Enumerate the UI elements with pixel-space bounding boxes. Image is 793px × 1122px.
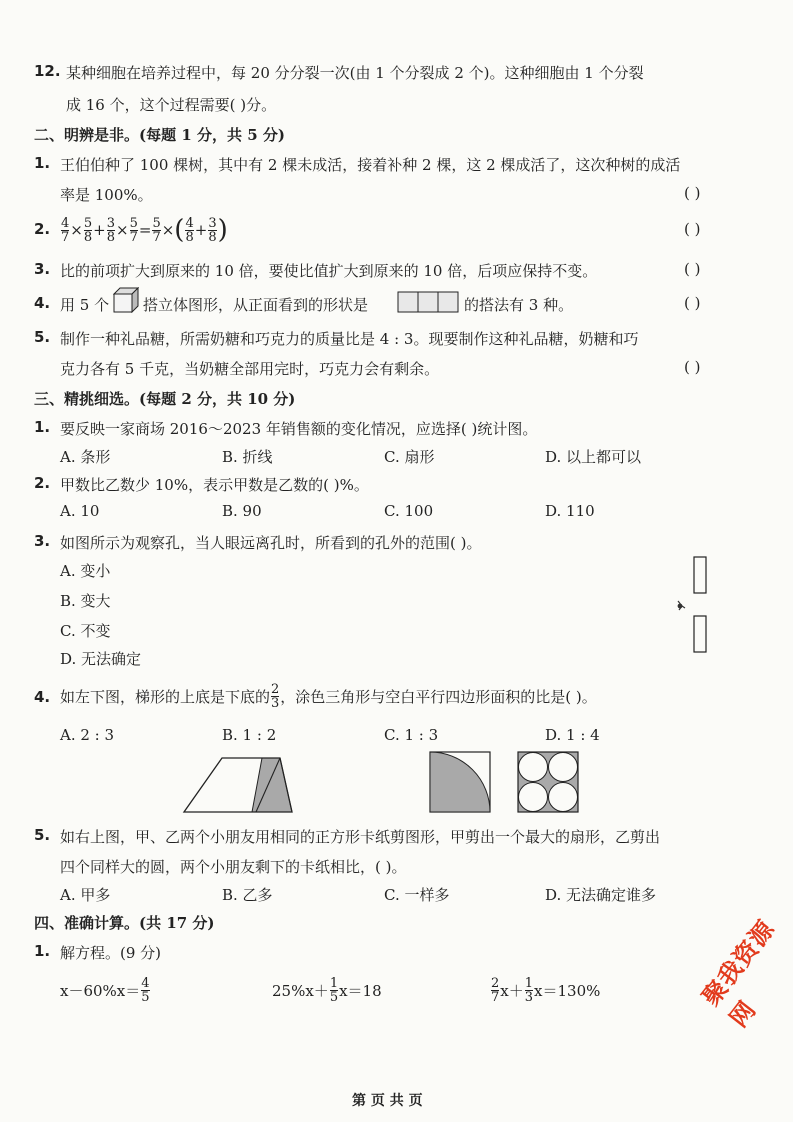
answer-paren[interactable]: ( ) xyxy=(684,260,701,278)
watermark: 聚我资源网 xyxy=(696,914,781,1033)
question-number: 4. xyxy=(34,294,51,312)
fraction: $\frac{1}{3}$ xyxy=(524,975,534,1005)
question-number: 1. xyxy=(34,418,51,436)
option[interactable]: A. 条形 xyxy=(60,448,111,466)
option[interactable]: A. 变小 xyxy=(60,562,111,580)
option[interactable]: D. 无法确定 xyxy=(60,650,142,668)
front-view-shape xyxy=(397,291,459,313)
question-number: 1. xyxy=(34,154,51,172)
question-text: 四个同样大的圆，两个小朋友剩下的卡纸相比，( )。 xyxy=(60,858,407,876)
option[interactable]: A. 10 xyxy=(60,502,100,520)
question-text: 成 16 个，这个过程需要( )分。 xyxy=(66,96,277,114)
option[interactable]: D. 110 xyxy=(545,502,595,520)
page-footer: 第 页 共 页 xyxy=(352,1093,423,1109)
question-text: 克力各有 5 千克，当奶糖全部用完时，巧克力会有剩余。 xyxy=(60,360,440,378)
question-text: 王伯伯种了 100 棵树，其中有 2 棵未成活，接着补种 2 棵，这 2 棵成活了，这次种树的成活 xyxy=(60,156,681,174)
option[interactable]: C. 不变 xyxy=(60,622,111,640)
question-text: 如图所示为观察孔，当人眼远离孔时，所看到的孔外的范围( )。 xyxy=(60,534,482,552)
fraction-expression: $\frac{4}{7}$ × $\frac{5}{8}$ + $\frac{3}{8}$ × $\frac{5}{7}$ = $\frac{5}{7}$ × ( $\frac{4}{8}$ + $\frac{3}{8}$ ) xyxy=(61,215,228,245)
fraction: $\frac{2}{3}$ xyxy=(271,681,280,711)
answer-paren[interactable]: ( ) xyxy=(684,294,701,312)
question-text: 如左下图，梯形的上底是下底的 $\frac{2}{3}$ ，涂色三角形与空白平行四边形面积的比是( )。 xyxy=(60,681,597,711)
square-circles-diagram xyxy=(516,750,580,814)
option[interactable]: A. 甲多 xyxy=(60,886,111,904)
question-text: 某种细胞在培养过程中，每 20 分分裂一次(由 1 个分裂成 2 个)。这种细胞由 1 个分裂 xyxy=(66,64,644,82)
section-title: 四、准确计算。(共 17 分) xyxy=(34,914,215,932)
option[interactable]: B. 变大 xyxy=(60,592,111,610)
square-sector-diagram xyxy=(428,750,492,814)
option[interactable]: B. 折线 xyxy=(222,448,273,466)
question-text: 比的前项扩大到原来的 10 倍，要使比值扩大到原来的 10 倍，后项应保持不变。 xyxy=(60,262,598,280)
fraction: $\frac{3}{8}$ xyxy=(208,215,217,245)
question-number: 2. xyxy=(34,474,51,492)
question-text: 率是 100%。 xyxy=(60,186,153,204)
option[interactable]: A. 2 : 3 xyxy=(60,726,115,744)
fraction: $\frac{2}{7}$ xyxy=(491,975,500,1005)
question-text: 解方程。(9 分) xyxy=(60,944,162,962)
cube-icon xyxy=(113,287,139,313)
equation-2: 25%x＋ $\frac{1}{5}$ x＝18 xyxy=(272,975,382,1005)
fraction: $\frac{4}{5}$ xyxy=(141,975,150,1005)
fraction: $\frac{1}{5}$ xyxy=(329,975,339,1005)
option[interactable]: D. 1 : 4 xyxy=(545,726,600,744)
fraction: $\frac{3}{8}$ xyxy=(106,215,115,245)
option[interactable]: C. 扇形 xyxy=(384,448,435,466)
fraction: $\frac{4}{8}$ xyxy=(185,215,194,245)
fraction: $\frac{5}{7}$ xyxy=(152,215,161,245)
trapezoid-diagram xyxy=(180,755,300,815)
option[interactable]: D. 以上都可以 xyxy=(545,448,642,466)
option[interactable]: B. 乙多 xyxy=(222,886,273,904)
option[interactable]: C. 一样多 xyxy=(384,886,450,904)
section-title: 二、明辨是非。(每题 1 分，共 5 分) xyxy=(34,126,285,144)
fraction: $\frac{5}{7}$ xyxy=(129,215,138,245)
question-text: 甲数比乙数少 10%，表示甲数是乙数的( )%。 xyxy=(60,476,369,494)
option[interactable]: B. 1 : 2 xyxy=(222,726,277,744)
observation-hole-diagram xyxy=(672,556,712,656)
question-number: 3. xyxy=(34,532,51,550)
question-number: 5. xyxy=(34,826,51,844)
fraction: $\frac{5}{8}$ xyxy=(83,215,93,245)
question-number: 4. xyxy=(34,688,51,706)
question-number: 12. xyxy=(34,62,61,80)
question-text: 制作一种礼品糖，所需奶糖和巧克力的质量比是 4 : 3。现要制作这种礼品糖，奶糖和巧 xyxy=(60,330,639,348)
option[interactable]: C. 100 xyxy=(384,502,434,520)
option[interactable]: B. 90 xyxy=(222,502,262,520)
question-number: 1. xyxy=(34,942,51,960)
question-text: 的搭法有 3 种。 xyxy=(464,296,574,314)
question-text: 如右上图，甲、乙两个小朋友用相同的正方形卡纸剪图形，甲剪出一个最大的扇形，乙剪出 xyxy=(60,828,661,846)
section-title: 三、精挑细选。(每题 2 分，共 10 分) xyxy=(34,390,296,408)
equation-1: x－60%x＝ $\frac{4}{5}$ xyxy=(60,975,150,1005)
question-text: 要反映一家商场 2016～2023 年销售额的变化情况，应选择( )统计图。 xyxy=(60,420,538,438)
question-number: 5. xyxy=(34,328,51,346)
option[interactable]: C. 1 : 3 xyxy=(384,726,439,744)
fraction: $\frac{4}{7}$ xyxy=(61,215,70,245)
option[interactable]: D. 无法确定谁多 xyxy=(545,886,657,904)
answer-paren[interactable]: ( ) xyxy=(684,184,701,202)
question-text: 用 5 个 xyxy=(60,296,110,314)
question-number: 3. xyxy=(34,260,51,278)
question-text: 搭立体图形，从正面看到的形状是 xyxy=(143,296,369,314)
answer-paren[interactable]: ( ) xyxy=(684,220,701,238)
equation-3: $\frac{2}{7}$ x＋ $\frac{1}{3}$ x＝130% xyxy=(491,975,601,1005)
answer-paren[interactable]: ( ) xyxy=(684,358,701,376)
question-number: 2. xyxy=(34,220,51,238)
